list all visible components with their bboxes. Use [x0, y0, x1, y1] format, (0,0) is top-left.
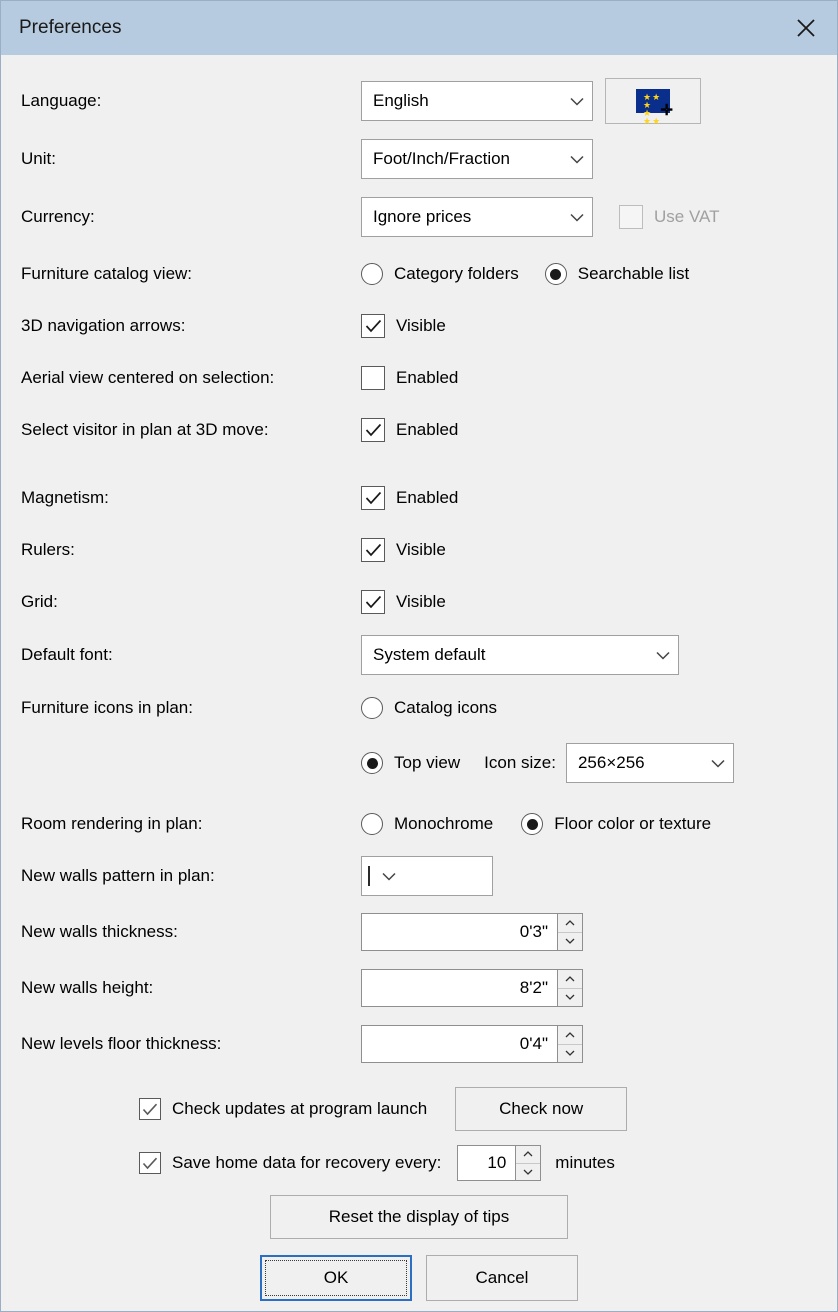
stepper-up-icon[interactable] [558, 914, 582, 933]
page-title: Preferences [19, 17, 122, 38]
row-reset-tips [21, 1195, 817, 1239]
select-visitor-checkbox[interactable] [361, 418, 458, 442]
radio-button [361, 697, 383, 719]
radio-catalog-icons[interactable] [361, 697, 497, 719]
row-aerial-view-centered [21, 359, 817, 397]
radio-floor-color[interactable] [521, 813, 711, 835]
use-vat-checkbox[interactable] [619, 205, 720, 229]
chevron-down-icon [566, 155, 588, 164]
select-visitor-label: Enabled [396, 420, 459, 439]
radio-button [361, 813, 383, 835]
checkbox-box [139, 1152, 161, 1174]
chevron-down-icon [707, 759, 729, 768]
radio-top-view[interactable] [361, 752, 460, 774]
label-new-walls-thickness: New walls thickness: [21, 922, 178, 941]
language-select[interactable] [361, 81, 593, 121]
stepper-buttons[interactable] [557, 1025, 583, 1063]
aerial-view-centered-checkbox[interactable] [361, 366, 458, 390]
icon-size-select[interactable] [566, 743, 734, 783]
rulers-label: Visible [396, 540, 446, 559]
row-language [21, 77, 817, 125]
aerial-view-centered-label: Enabled [396, 368, 459, 387]
row-default-font [21, 631, 817, 679]
checkbox-box [361, 314, 385, 338]
stepper-up-icon[interactable] [558, 1026, 582, 1045]
grid-checkbox[interactable] [361, 590, 446, 614]
new-walls-height-stepper[interactable] [361, 969, 583, 1007]
checkbox-box [361, 486, 385, 510]
label-magnetism: Magnetism: [21, 488, 109, 507]
row-grid [21, 583, 817, 621]
label-new-levels-floor-thickness: New levels floor thickness: [21, 1034, 222, 1053]
checkbox-box [619, 205, 643, 229]
radio-searchable-list[interactable] [545, 263, 690, 285]
label-grid: Grid: [21, 592, 58, 611]
ok-button[interactable] [260, 1255, 412, 1301]
row-rulers [21, 531, 817, 569]
row-new-levels-floor-thickness [21, 1021, 817, 1067]
auto-save-interval-stepper[interactable] [457, 1145, 541, 1181]
magnetism-label: Enabled [396, 488, 459, 507]
auto-save-interval-input[interactable]: 10 [457, 1145, 515, 1181]
flag-stars: ★★ ★ ★ ★★ [643, 92, 662, 126]
stepper-up-icon[interactable] [516, 1146, 540, 1164]
dialog-content [1, 55, 837, 1311]
checkbox-box [361, 538, 385, 562]
unit-select[interactable] [361, 139, 593, 179]
title-bar [1, 1, 837, 55]
stepper-buttons[interactable] [515, 1145, 541, 1181]
label-language: Language: [21, 91, 102, 110]
label-unit: Unit: [21, 149, 56, 168]
default-font-select[interactable] [361, 635, 679, 675]
use-vat-label: Use VAT [654, 207, 720, 226]
label-furniture-catalog-view: Furniture catalog view: [21, 264, 193, 283]
row-auto-save [21, 1139, 817, 1187]
default-font-select-value: System default [373, 645, 486, 664]
stepper-down-icon[interactable] [516, 1164, 540, 1181]
chevron-down-icon [566, 97, 588, 106]
row-check-updates [21, 1085, 817, 1133]
label-default-font: Default font: [21, 645, 113, 664]
radio-catalog-icons-label: Catalog icons [394, 698, 498, 717]
checkbox-box [361, 418, 385, 442]
radio-button [521, 813, 543, 835]
rulers-checkbox[interactable] [361, 538, 446, 562]
label-room-rendering: Room rendering in plan: [21, 814, 203, 833]
row-furniture-icons-topview [21, 739, 817, 787]
radio-floor-color-label: Floor color or texture [554, 814, 712, 833]
checkbox-box [139, 1098, 161, 1120]
auto-save-label: Save home data for recovery every: [172, 1153, 442, 1172]
plus-badge-icon: ✛ [660, 102, 673, 119]
row-currency [21, 193, 817, 241]
label-currency: Currency: [21, 207, 95, 226]
label-select-visitor: Select visitor in plan at 3D move: [21, 420, 269, 439]
checkbox-box [361, 366, 385, 390]
check-updates-label: Check updates at program launch [172, 1099, 428, 1118]
grid-label: Visible [396, 592, 446, 611]
unit-select-value: Foot/Inch/Fraction [373, 149, 511, 168]
radio-searchable-list-label: Searchable list [577, 264, 690, 283]
close-icon[interactable] [783, 6, 829, 50]
label-icon-size: Icon size: [484, 753, 556, 772]
chevron-down-icon [378, 872, 400, 881]
stepper-up-icon[interactable] [558, 970, 582, 989]
row-unit [21, 135, 817, 183]
auto-save-checkbox[interactable] [139, 1152, 441, 1174]
check-updates-checkbox[interactable] [139, 1098, 427, 1120]
label-rulers: Rulers: [21, 540, 75, 559]
radio-button [361, 263, 383, 285]
chevron-down-icon [566, 213, 588, 222]
checkbox-box [361, 590, 385, 614]
row-navigation-arrows [21, 307, 817, 345]
row-new-walls-height [21, 965, 817, 1011]
radio-button [545, 263, 567, 285]
stepper-down-icon[interactable] [558, 933, 582, 951]
navigation-arrows-checkbox[interactable] [361, 314, 446, 338]
radio-monochrome[interactable] [361, 813, 493, 835]
row-room-rendering [21, 805, 817, 843]
stepper-down-icon[interactable] [558, 1045, 582, 1063]
radio-top-view-label: Top view [394, 753, 461, 772]
radio-category-folders[interactable] [361, 263, 519, 285]
check-now-button[interactable]: Check now [455, 1087, 627, 1131]
stepper-buttons[interactable] [557, 913, 583, 951]
label-navigation-arrows: 3D navigation arrows: [21, 316, 186, 335]
icon-size-select-value: 256×256 [577, 753, 645, 772]
new-walls-thickness-stepper[interactable] [361, 913, 583, 951]
focus-ring [265, 1260, 407, 1296]
radio-monochrome-label: Monochrome [394, 814, 494, 833]
magnetism-checkbox[interactable] [361, 486, 458, 510]
stepper-buttons[interactable] [557, 969, 583, 1007]
auto-save-unit-label: minutes [555, 1153, 615, 1172]
row-magnetism [21, 479, 817, 517]
language-select-value: English [373, 91, 429, 110]
chevron-down-icon [652, 651, 674, 660]
new-walls-height-input[interactable]: 8'2" [361, 969, 557, 1007]
row-new-walls-pattern [21, 853, 817, 899]
row-furniture-icons [21, 689, 817, 727]
stepper-down-icon[interactable] [558, 989, 582, 1007]
row-new-walls-thickness [21, 909, 817, 955]
row-select-visitor [21, 411, 817, 449]
new-levels-floor-thickness-stepper[interactable] [361, 1025, 583, 1063]
label-new-walls-pattern: New walls pattern in plan: [21, 866, 215, 885]
dialog-footer [21, 1255, 817, 1301]
currency-select[interactable] [361, 197, 593, 237]
add-language-flag-icon[interactable] [605, 78, 701, 124]
reset-tips-button[interactable]: Reset the display of tips [270, 1195, 568, 1239]
label-aerial-view-centered: Aerial view centered on selection: [21, 368, 275, 387]
currency-select-value: Ignore prices [373, 207, 472, 226]
ok-button-label: OK [323, 1268, 349, 1287]
new-levels-floor-thickness-input[interactable]: 0'4" [361, 1025, 557, 1063]
label-furniture-icons: Furniture icons in plan: [21, 698, 193, 717]
navigation-arrows-label: Visible [396, 316, 446, 335]
new-walls-pattern-select[interactable] [361, 856, 493, 896]
radio-button [361, 752, 383, 774]
row-furniture-catalog-view [21, 255, 817, 293]
label-new-walls-height: New walls height: [21, 978, 154, 997]
hatch-pattern-swatch [368, 866, 370, 886]
radio-category-folders-label: Category folders [394, 264, 519, 283]
eu-flag-icon [636, 89, 673, 126]
cancel-button[interactable]: Cancel [426, 1255, 578, 1301]
new-walls-thickness-input[interactable]: 0'3" [361, 913, 557, 951]
